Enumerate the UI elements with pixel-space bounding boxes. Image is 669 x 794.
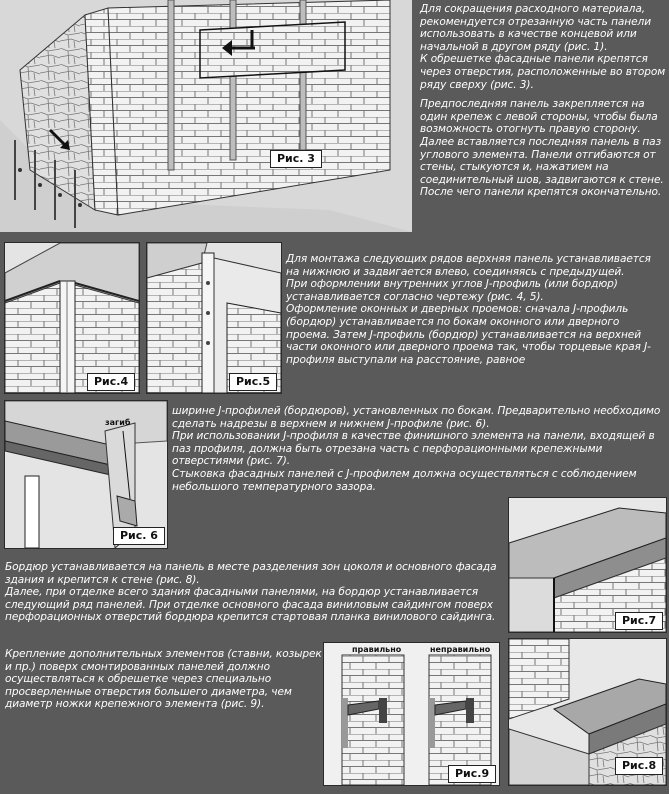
figure-6 xyxy=(4,400,168,549)
text-block-5 xyxy=(5,648,323,711)
figure-9-correct-label: правильно xyxy=(352,645,402,654)
figure-9-wrong-label: неправильно xyxy=(430,645,491,654)
text-block-3 xyxy=(172,405,664,493)
text-block-2 xyxy=(286,253,666,366)
paragraph: К обрешетке фасадные панели крепятся через отверстия, расположенные во втором ряду сверху (рис. 3). xyxy=(420,53,666,91)
figure-5 xyxy=(146,242,282,394)
text-block-4 xyxy=(5,561,505,624)
paragraph: При использовании J-профиля в качестве финишного элемента на панели, входящей в паз профиля, должна быть отрезана часть с перфорационными крепежными отверстиями (рис. 7). xyxy=(172,430,655,468)
figure-9-caption: Рис.9 xyxy=(448,765,496,783)
paragraph: Для монтажа следующих рядов верхняя панель устанавливается на нижнюю и задвигается влево, соединяясь с предыдущей. xyxy=(286,253,651,278)
paragraph: Оформление оконных и дверных проемов: сначала J-профиль (бордюр) устанавливается по бокам оконного или дверного проема. Затем J-профиль (бордюр) устанавливается на верхней части оконного или дверного проема так, чтобы торцевые края J-профиля выступали на расстояние, равное xyxy=(286,303,651,366)
paragraph: Для сокращения расходного материала, рекомендуется отрезанную часть панели использовать в качестве концевой или начальной в другом ряду (рис. 1). xyxy=(420,3,652,53)
figure-7-caption: Рис.7 xyxy=(615,612,663,630)
text-block-1 xyxy=(420,3,666,199)
figure-5-caption: Рис.5 xyxy=(229,373,277,391)
figure-4-caption: Рис.4 xyxy=(87,373,135,391)
paragraph: Стыковка фасадных панелей с J-профилем должна осуществляться с соблюдением небольшого температурного зазора. xyxy=(172,467,637,493)
paragraph: ширине J-профилей (бордюров), установленных по бокам. Предварительно необходимо сделать надрезы в верхнем и нижнем J-профиле (рис. 6). xyxy=(172,405,661,430)
figure-8-caption: Рис.8 xyxy=(615,757,663,775)
paragraph: Далее, при отделке всего здания фасадными панелями, на бордюр устанавливается следующий ряд панелей. При отделке основного фасада виниловым сайдингом поверх перфорационных отверстий бордюра крепится стартовая планка винилового сайдинга. xyxy=(5,586,496,624)
figure-7 xyxy=(508,497,667,633)
paragraph: Бордюр устанавливается на панель в месте разделения зон цоколя и основного фасада здания и крепится к стене (рис. 8). xyxy=(5,561,497,586)
figure-4 xyxy=(4,242,140,394)
figure-8 xyxy=(508,638,667,786)
paragraph: При оформлении внутренних углов J-профиль (или бордюр) устанавливается согласно чертежу (рис. 4, 5). xyxy=(286,278,618,303)
figure-6-caption: Рис. 6 xyxy=(113,527,165,545)
figure-6-bend-label: загиб xyxy=(105,418,131,427)
figure-9 xyxy=(323,642,500,786)
figure-3 xyxy=(0,0,412,232)
figure-3-caption: Рис. 3 xyxy=(270,150,322,168)
paragraph: Предпоследняя панель закрепляется на один крепеж с левой стороны, чтобы была возможность отогнуть правую сторону. Далее вставляется последняя панель в паз углового элемента. Панели отгибаются от стены, стыкуются и, нажатием на соединительный шов, задвигаются к стене. После чего панели крепятся окончательно. xyxy=(420,98,664,199)
paragraph: Крепление дополнительных элементов (ставни, козырек и пр.) поверх смонтированных панелей должно осуществляться к обрешетке через специально просверленные отверстия большего диаметра, чем диаметр ножки крепежного элемента (рис. 9). xyxy=(5,648,322,711)
